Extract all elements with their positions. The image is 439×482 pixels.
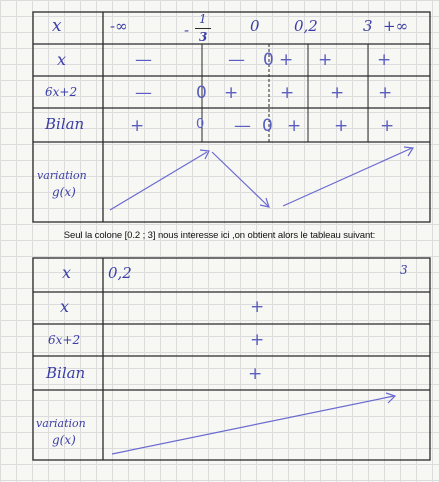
table-1-bilan-sign-2: — [234, 116, 251, 136]
table-1-header-minus-infinity: -∞ [110, 17, 128, 35]
table-1-6x2-sign-5: + [378, 83, 393, 103]
table-2-variation-label-1: variation [36, 417, 86, 430]
table-2-header-to: 3 [400, 263, 408, 277]
table-1-6x2-sign-4: + [330, 83, 345, 103]
fraction-denominator: 3 [199, 30, 208, 44]
table-2-bilan-sign: + [248, 364, 263, 384]
table-2-variation-label-2: g(x) [52, 433, 76, 447]
fraction-sign: - [184, 21, 190, 39]
table-1-x-sign-2: — [228, 50, 245, 70]
table-2-header-variable: x [62, 263, 72, 282]
table-1-6x2-sign-1: — [135, 83, 152, 103]
table-1-x-sign-1: — [135, 50, 152, 70]
table-1-6x2-sign-3: + [280, 83, 295, 103]
table-1-x-sign-4: + [318, 50, 333, 70]
table-1-bilan-sign-4: + [334, 116, 349, 136]
table-1-row-x-label: x [57, 50, 67, 69]
table-2-row-bilan-label: Bilan [46, 364, 86, 382]
table-1-variation-label-1: variation [37, 169, 87, 182]
table-1-x-sign-5: + [377, 50, 392, 70]
table-1-header-three: 3 [363, 17, 373, 35]
table-1-6x2-sign-2: + [224, 83, 239, 103]
table-2-6x2-sign: + [250, 330, 265, 350]
table-1-header-plus-infinity: +∞ [383, 17, 409, 35]
table-1-bilan-zero-2: 0 [262, 116, 273, 136]
table-1-bilan-zero-1: 0 [196, 117, 205, 132]
table-1-bilan-sign-3: + [287, 116, 302, 136]
table-1-header-fraction [184, 14, 214, 44]
table-1-header-zero: 0 [250, 17, 260, 35]
table-1-variation-label-2: g(x) [52, 185, 76, 199]
table-2-row-6x2-label: 6x+2 [48, 333, 81, 347]
table-1-row-6x2-label: 6x+2 [45, 85, 78, 99]
decreasing-arrow [212, 152, 268, 206]
fraction-numerator: 1 [199, 12, 207, 26]
increasing-arrow-1 [110, 152, 207, 210]
table-1-header-variable: x [52, 16, 62, 36]
table-2-x-sign: + [250, 297, 265, 317]
table-1-x-sign-3: + [279, 50, 294, 70]
table-2-variation-arrow [112, 393, 395, 454]
increasing-arrow-2 [283, 148, 412, 206]
table-1-x-zero: 0 [263, 50, 274, 70]
table-2-header-from: 0,2 [108, 264, 132, 282]
table-1-bilan-sign-1: + [130, 116, 145, 136]
table-1-header-zero-point-two: 0,2 [294, 17, 318, 35]
explanation-note: Seul la colone [0.2 ; 3] nous interesse ici ,on obtient alors le tableau suivant: [63, 230, 376, 241]
table-1-bilan-sign-5: + [380, 116, 395, 136]
table-1-variation-arrows [110, 147, 413, 210]
table-2-row-x-label: x [60, 297, 70, 316]
table-1-row-bilan-label: Bilan [45, 115, 85, 133]
table-1-6x2-zero: 0 [196, 83, 207, 103]
